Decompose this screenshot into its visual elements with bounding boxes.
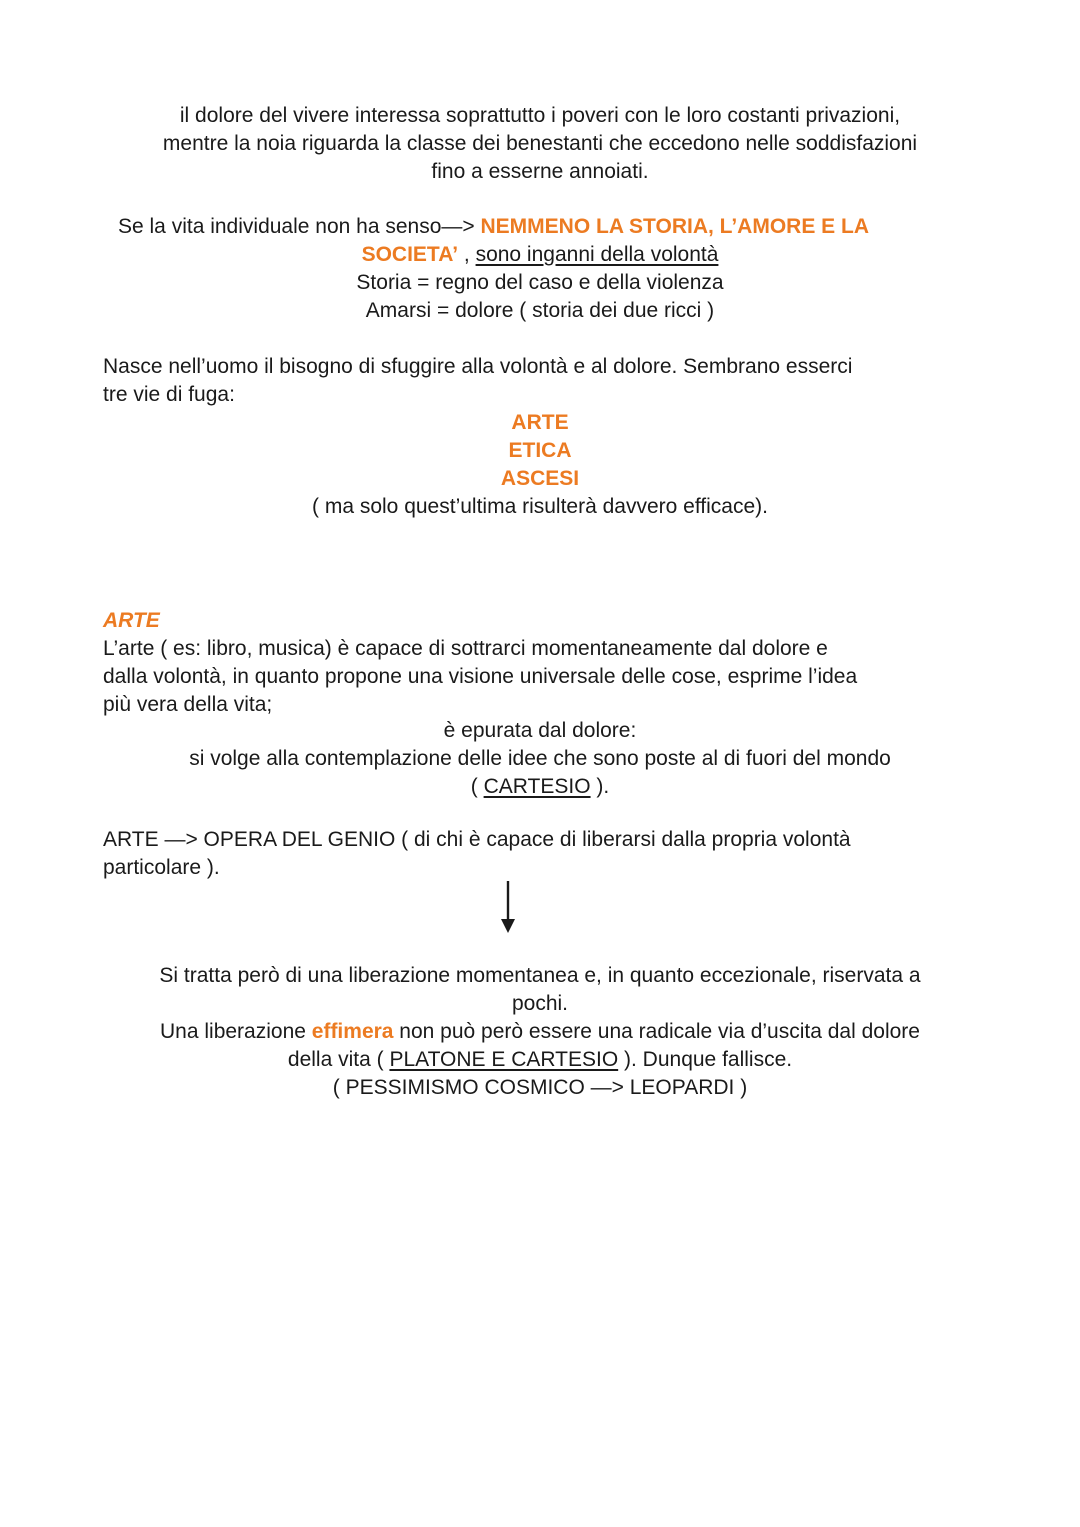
arte-line-3: più vera della vita; [103, 693, 273, 716]
senso-highlight-2: SOCIETA’ [361, 243, 459, 266]
arte-paragraph [103, 635, 1003, 719]
intro-paragraph [80, 102, 1000, 186]
senso-line-1 [118, 213, 998, 241]
conclusione-paragraph [80, 962, 1000, 1102]
platone-cartesio-link: PLATONE E CARTESIO [389, 1048, 619, 1071]
conclusione-line-2: pochi. [511, 992, 569, 1015]
intro-line-2: mentre la noia riguarda la classe dei benestanti che eccedono nelle soddisfazioni [162, 132, 918, 155]
arte-heading [103, 607, 1003, 635]
genio-paragraph [103, 826, 1003, 882]
fuga-item-arte: ARTE [511, 411, 569, 434]
genio-line-2: particolare ). [103, 856, 220, 879]
effimera-highlight: effimera [311, 1020, 394, 1043]
conclusione-line-1: Si tratta però di una liberazione momentanea e, in quanto eccezionale, riservata a [159, 964, 921, 987]
fuga-item-etica: ETICA [508, 439, 572, 462]
senso-block [80, 241, 1000, 325]
genio-line-1: ARTE —> OPERA DEL GENIO ( di chi è capace di liberarsi dalla propria volontà [103, 828, 851, 851]
intro-line-1: il dolore del vivere interessa soprattutto i poveri con le loro costanti privazioni, [179, 104, 901, 127]
senso-lead: Se la vita individuale non ha senso—> [118, 215, 481, 238]
arte-centered-3-open: ( [470, 775, 484, 798]
arte-centered-1: è epurata dal dolore: [443, 719, 637, 742]
conclusione-line-5: ( PESSIMISMO COSMICO —> LEOPARDI ) [332, 1076, 748, 1099]
intro-line-3: fino a esserne annoiati. [431, 160, 649, 183]
arte-heading-text: ARTE [103, 609, 160, 632]
fuga-paragraph [103, 353, 1003, 409]
conclusione-line-4-pre: della vita ( [287, 1048, 390, 1071]
conclusione-line-4-post: ). Dunque fallisce. [618, 1048, 793, 1071]
cartesio-link: CARTESIO [483, 775, 591, 798]
fuga-list [80, 409, 1000, 521]
down-arrow-icon [499, 879, 517, 935]
arte-centered-2: si volge alla contemplazione delle idee che sono poste al di fuori del mondo [189, 747, 891, 770]
senso-comma: , [458, 243, 476, 266]
arte-line-1: L’arte ( es: libro, musica) è capace di sottrarci momentaneamente dal dolore e [103, 637, 828, 660]
fuga-note: ( ma solo quest’ultima risulterà davvero efficace). [312, 495, 768, 518]
arte-line-2: dalla volontà, in quanto propone una visione universale delle cose, esprime l’idea [103, 665, 858, 688]
senso-underlined: sono inganni della volontà [475, 243, 719, 266]
arte-centered-3-close: ). [590, 775, 610, 798]
fuga-line-2: tre vie di fuga: [103, 383, 235, 406]
conclusione-line-3-pre: Una liberazione [160, 1020, 312, 1043]
arte-centered [80, 717, 1000, 801]
senso-highlight-1: NEMMENO LA STORIA, L’AMORE E LA [480, 215, 870, 238]
conclusione-line-3-post: non può però essere una radicale via d’uscita dal dolore [393, 1020, 920, 1043]
fuga-item-ascesi: ASCESI [500, 467, 580, 490]
senso-storia: Storia = regno del caso e della violenza [356, 271, 724, 294]
fuga-line-1: Nasce nell’uomo il bisogno di sfuggire alla volontà e al dolore. Sembrano esserci [103, 355, 853, 378]
senso-amarsi: Amarsi = dolore ( storia dei due ricci ) [365, 299, 715, 322]
